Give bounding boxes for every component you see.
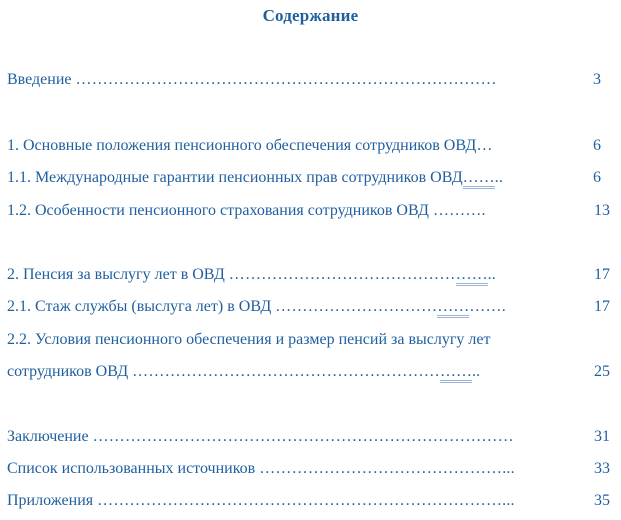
toc-entry-introduction[interactable]: [7, 70, 497, 90]
toc-leader-dots: ……….: [432, 202, 486, 219]
toc-entry-label: 1. Основные положения пенсионного обеспечения сотрудников ОВД: [7, 137, 477, 154]
toc-page-number: 33: [594, 460, 610, 477]
toc-entry-label: 1.1. Международные гарантии пенсионных прав сотрудников ОВД: [7, 169, 463, 186]
toc-entry-chapter-1[interactable]: [7, 136, 493, 156]
toc-entry-label: Приложения: [7, 492, 98, 509]
toc-entry-label: 2. Пенсия за выслугу лет в ОВД: [7, 266, 229, 283]
toc-entry-section-2-2[interactable]: [7, 330, 490, 350]
toc-leader-dots: ……………………………………………………………………: [92, 428, 514, 445]
toc-leader-dots: …………………………………………………: [132, 363, 440, 380]
toc-entry-section-2-1[interactable]: [7, 297, 506, 317]
toc-entry-label: Введение: [7, 71, 76, 88]
toc-entry-label: Список использованных источников: [7, 460, 260, 477]
toc-page-number: 31: [594, 428, 610, 445]
toc-entry-label: 2.1. Стаж службы (выслуга лет) в ОВД: [7, 298, 276, 315]
toc-entry-conclusion[interactable]: [7, 427, 514, 447]
toc-page-number: 13: [594, 202, 610, 219]
toc-page-number: 25: [594, 363, 610, 380]
toc-entry-section-2-2-continued[interactable]: [7, 362, 480, 382]
toc-entry-section-1-2[interactable]: [7, 201, 486, 221]
toc-leader-dots-tail: ..: [487, 266, 496, 283]
toc-entry-chapter-2[interactable]: [7, 265, 496, 285]
toc-entry-appendices[interactable]: [7, 491, 515, 511]
toc-entry-label: 2.2. Условия пенсионного обеспечения и размер пенсий за выслугу лет: [7, 331, 491, 348]
toc-entry-label: сотрудников ОВД: [7, 363, 133, 380]
toc-entry-section-1-1[interactable]: [7, 168, 503, 188]
toc-page-number: 6: [593, 137, 601, 154]
toc-page-number: 6: [593, 169, 601, 186]
toc-leader-dots: ……………………………………: [228, 266, 456, 283]
toc-leader-dots-underlined: ……: [456, 266, 488, 286]
toc-title: Содержание: [262, 6, 359, 25]
toc-page-number: 35: [594, 492, 610, 509]
toc-leader-dots-underlined: ……: [440, 363, 472, 383]
toc-leader-dots: …………………………………………………………………...: [97, 492, 515, 509]
toc-leader-dots: …: [476, 137, 493, 154]
toc-page-number: 17: [594, 298, 610, 315]
toc-leader-dots-tail: ..: [471, 363, 481, 380]
toc-leader-dots: …………………………: [275, 298, 438, 315]
toc-leader-dots-underlined: ……: [437, 298, 469, 318]
toc-entry-label: 1.2. Особенности пенсионного страхования сотрудников ОВД: [7, 202, 433, 219]
toc-leader-dots-underlined: ……: [463, 169, 495, 189]
toc-entry-references[interactable]: [7, 459, 515, 479]
toc-page-number: 3: [593, 71, 601, 88]
toc-leader-dots: ………………………………………...: [259, 460, 515, 477]
toc-leader-dots: ……………………………………………………………………: [75, 71, 497, 88]
toc-leader-dots-tail: …….: [469, 298, 506, 315]
toc-entry-label: Заключение: [7, 428, 93, 445]
toc-page-number: 17: [594, 266, 610, 283]
toc-leader-dots-tail: ..: [494, 169, 504, 186]
